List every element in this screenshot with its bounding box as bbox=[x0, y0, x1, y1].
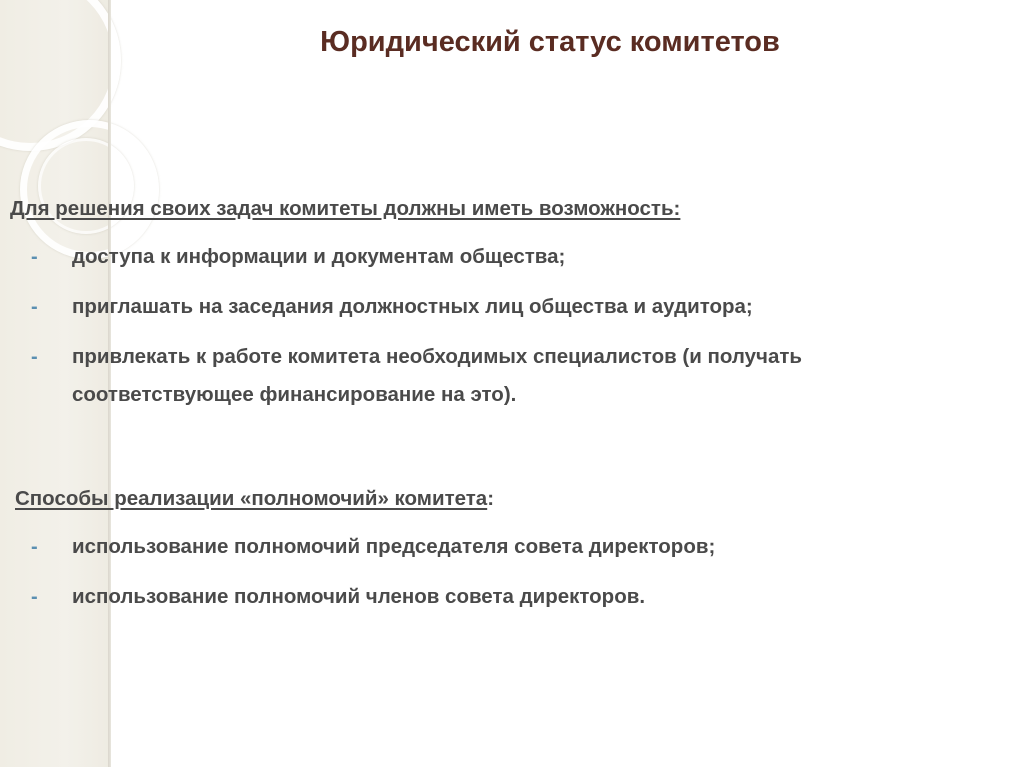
section-heading-text: Для решения своих задач комитеты должны иметь возможность: bbox=[10, 197, 681, 220]
slide-title: Юридический статус комитетов bbox=[320, 26, 780, 58]
list-item-text: использование полномочий председателя совета директоров; bbox=[72, 535, 716, 558]
list-item-text: привлекать к работе комитета необходимых специалистов (и получать соответствующее финансирование на это). bbox=[72, 345, 803, 406]
bullet-dash: - bbox=[31, 246, 38, 268]
list-item-text: доступа к информации и документам общества; bbox=[72, 245, 566, 268]
list-item-text: приглашать на заседания должностных лиц общества и аудитора; bbox=[72, 295, 753, 318]
list-item-text: использование полномочий членов совета директоров. bbox=[72, 585, 646, 608]
bullet-dash: - bbox=[31, 536, 38, 558]
bullet-dash: - bbox=[31, 296, 38, 318]
bullet-dash: - bbox=[31, 586, 38, 608]
bullet-dash: - bbox=[31, 346, 38, 368]
section-heading bbox=[10, 197, 680, 221]
section-heading-colon: : bbox=[487, 487, 495, 510]
section-heading bbox=[15, 487, 494, 511]
section-heading-text: Способы реализации «полномочий» комитета bbox=[15, 487, 488, 510]
